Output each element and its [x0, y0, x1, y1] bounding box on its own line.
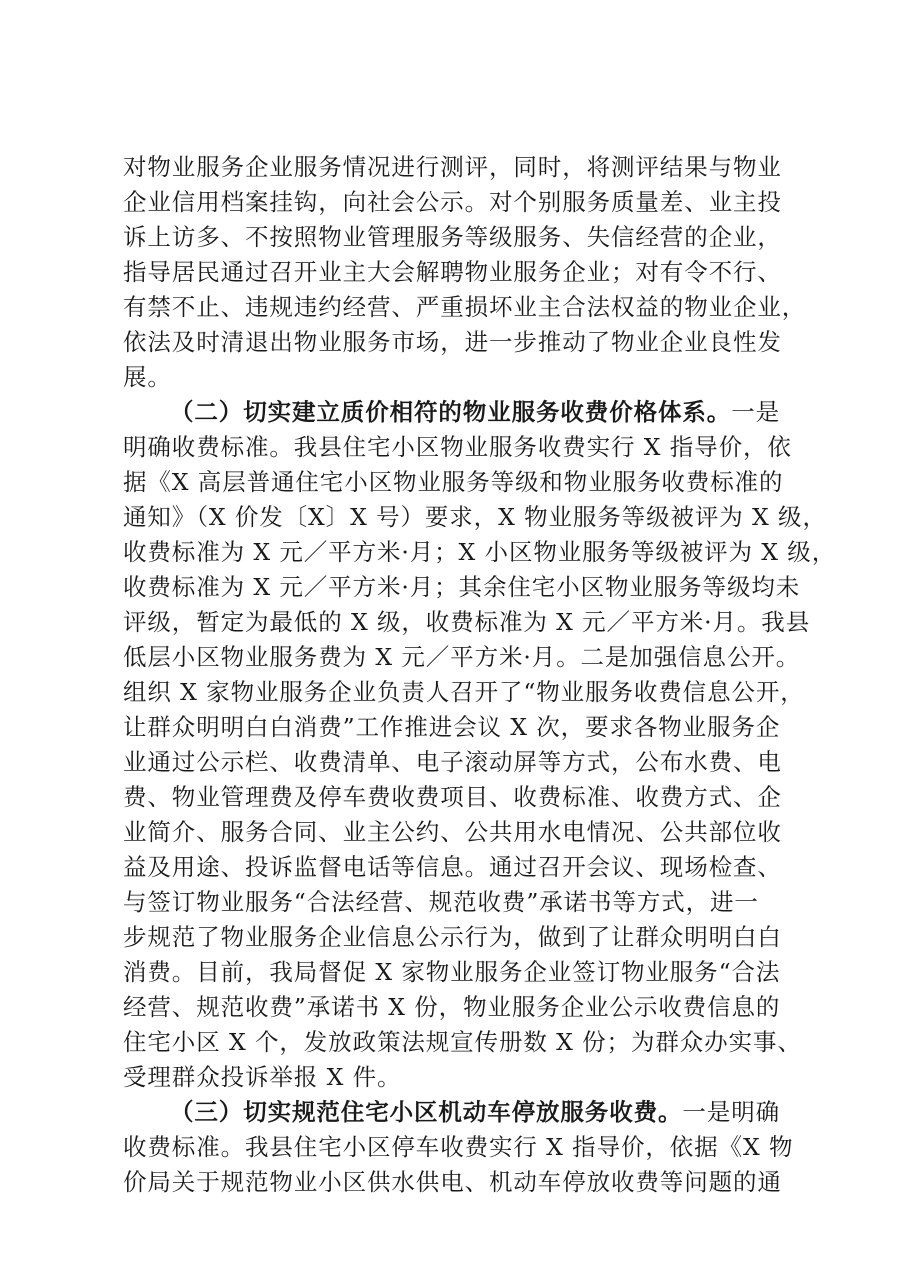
paragraph-line: 步规范了物业服务企业信息公示行为，做到了让群众明明白白: [123, 923, 782, 951]
paragraph-line: 业简介、服务合同、业主公约、公共用水电情况、公共部位收: [123, 818, 782, 846]
document-body: [123, 150, 837, 1200]
paragraph-line: 有禁不止、违规违约经营、严重损坏业主合法权益的物业企业，: [123, 293, 807, 321]
paragraph-line: 企业信用档案挂钩，向社会公示。对个别服务质量差、业主投: [123, 188, 782, 216]
paragraph-line: 明确收费标准。我县住宅小区物业服务收费实行 X 指导价，依: [123, 433, 792, 461]
paragraph-line: 依法及时清退出物业服务市场，进一步推动了物业企业良性发: [123, 328, 782, 356]
paragraph-line: 低层小区物业服务费为 X 元／平方米·月。二是加强信息公开。: [123, 643, 801, 671]
section-heading-line: [123, 1095, 796, 1130]
paragraph-line: 费、物业管理费及停车费收费项目、收费标准、收费方式、企: [123, 783, 782, 811]
section-heading-line: [123, 395, 796, 430]
paragraph-line: 业通过公示栏、收费清单、电子滚动屏等方式，公布水费、电: [123, 748, 782, 776]
paragraph-line: 益及用途、投诉监督电话等信息。通过召开会议、现场检查、: [123, 853, 782, 881]
paragraph-line: 组织 X 家物业服务企业负责人召开了“物业服务收费信息公开，: [123, 678, 805, 706]
paragraph-line: 诉上访多、不按照物业管理服务等级服务、失信经营的企业，: [123, 223, 782, 251]
paragraph-line: 展。: [123, 363, 172, 391]
paragraph-line: 价局关于规范物业小区供水供电、机动车停放收费等问题的通: [123, 1168, 782, 1196]
section-heading: （三）切实规范住宅小区机动车停放服务收费。: [170, 1098, 683, 1126]
paragraph-line: 让群众明明白白消费”工作推进会议 X 次，要求各物业服务企: [123, 713, 781, 741]
paragraph-line: 收费标准为 X 元／平方米·月；其余住宅小区物业服务等级均未: [123, 573, 801, 601]
paragraph-line: 受理群众投诉举报 X 件。: [123, 1063, 402, 1091]
paragraph-line: 经营、规范收费”承诺书 X 份，物业服务企业公示收费信息的: [123, 993, 781, 1021]
section-heading: （二）切实建立质价相符的物业服务收费价格体系。: [170, 398, 732, 426]
paragraph-line: 评级，暂定为最低的 X 级，收费标准为 X 元／平方米·月。我县: [123, 608, 811, 636]
paragraph-text: 一是: [731, 398, 781, 426]
paragraph-line: 据《X 高层普通住宅小区物业服务等级和物业服务收费标准的: [123, 468, 784, 496]
paragraph-text: 一是明确: [682, 1098, 781, 1126]
paragraph-line: 消费。目前，我局督促 X 家物业服务企业签订物业服务“合法: [123, 958, 781, 986]
paragraph-line: 住宅小区 X 个，发放政策法规宣传册数 X 份；为群众办实事、: [123, 1028, 802, 1056]
paragraph-line: 通知》（X 价发〔X〕X 号）要求，X 物业服务等级被评为 X 级，: [123, 503, 827, 531]
paragraph-line: 对物业服务企业服务情况进行测评，同时，将测评结果与物业: [123, 153, 782, 181]
paragraph-line: 收费标准为 X 元／平方米·月；X 小区物业服务等级被评为 X 级，: [123, 538, 837, 566]
paragraph-line: 与签订物业服务“合法经营、规范收费”承诺书等方式，进一: [123, 888, 759, 916]
paragraph-line: 指导居民通过召开业主大会解聘物业服务企业；对有令不行、: [123, 258, 782, 286]
paragraph-line: 收费标准。我县住宅小区停车收费实行 X 指导价，依据《X 物: [123, 1133, 794, 1161]
